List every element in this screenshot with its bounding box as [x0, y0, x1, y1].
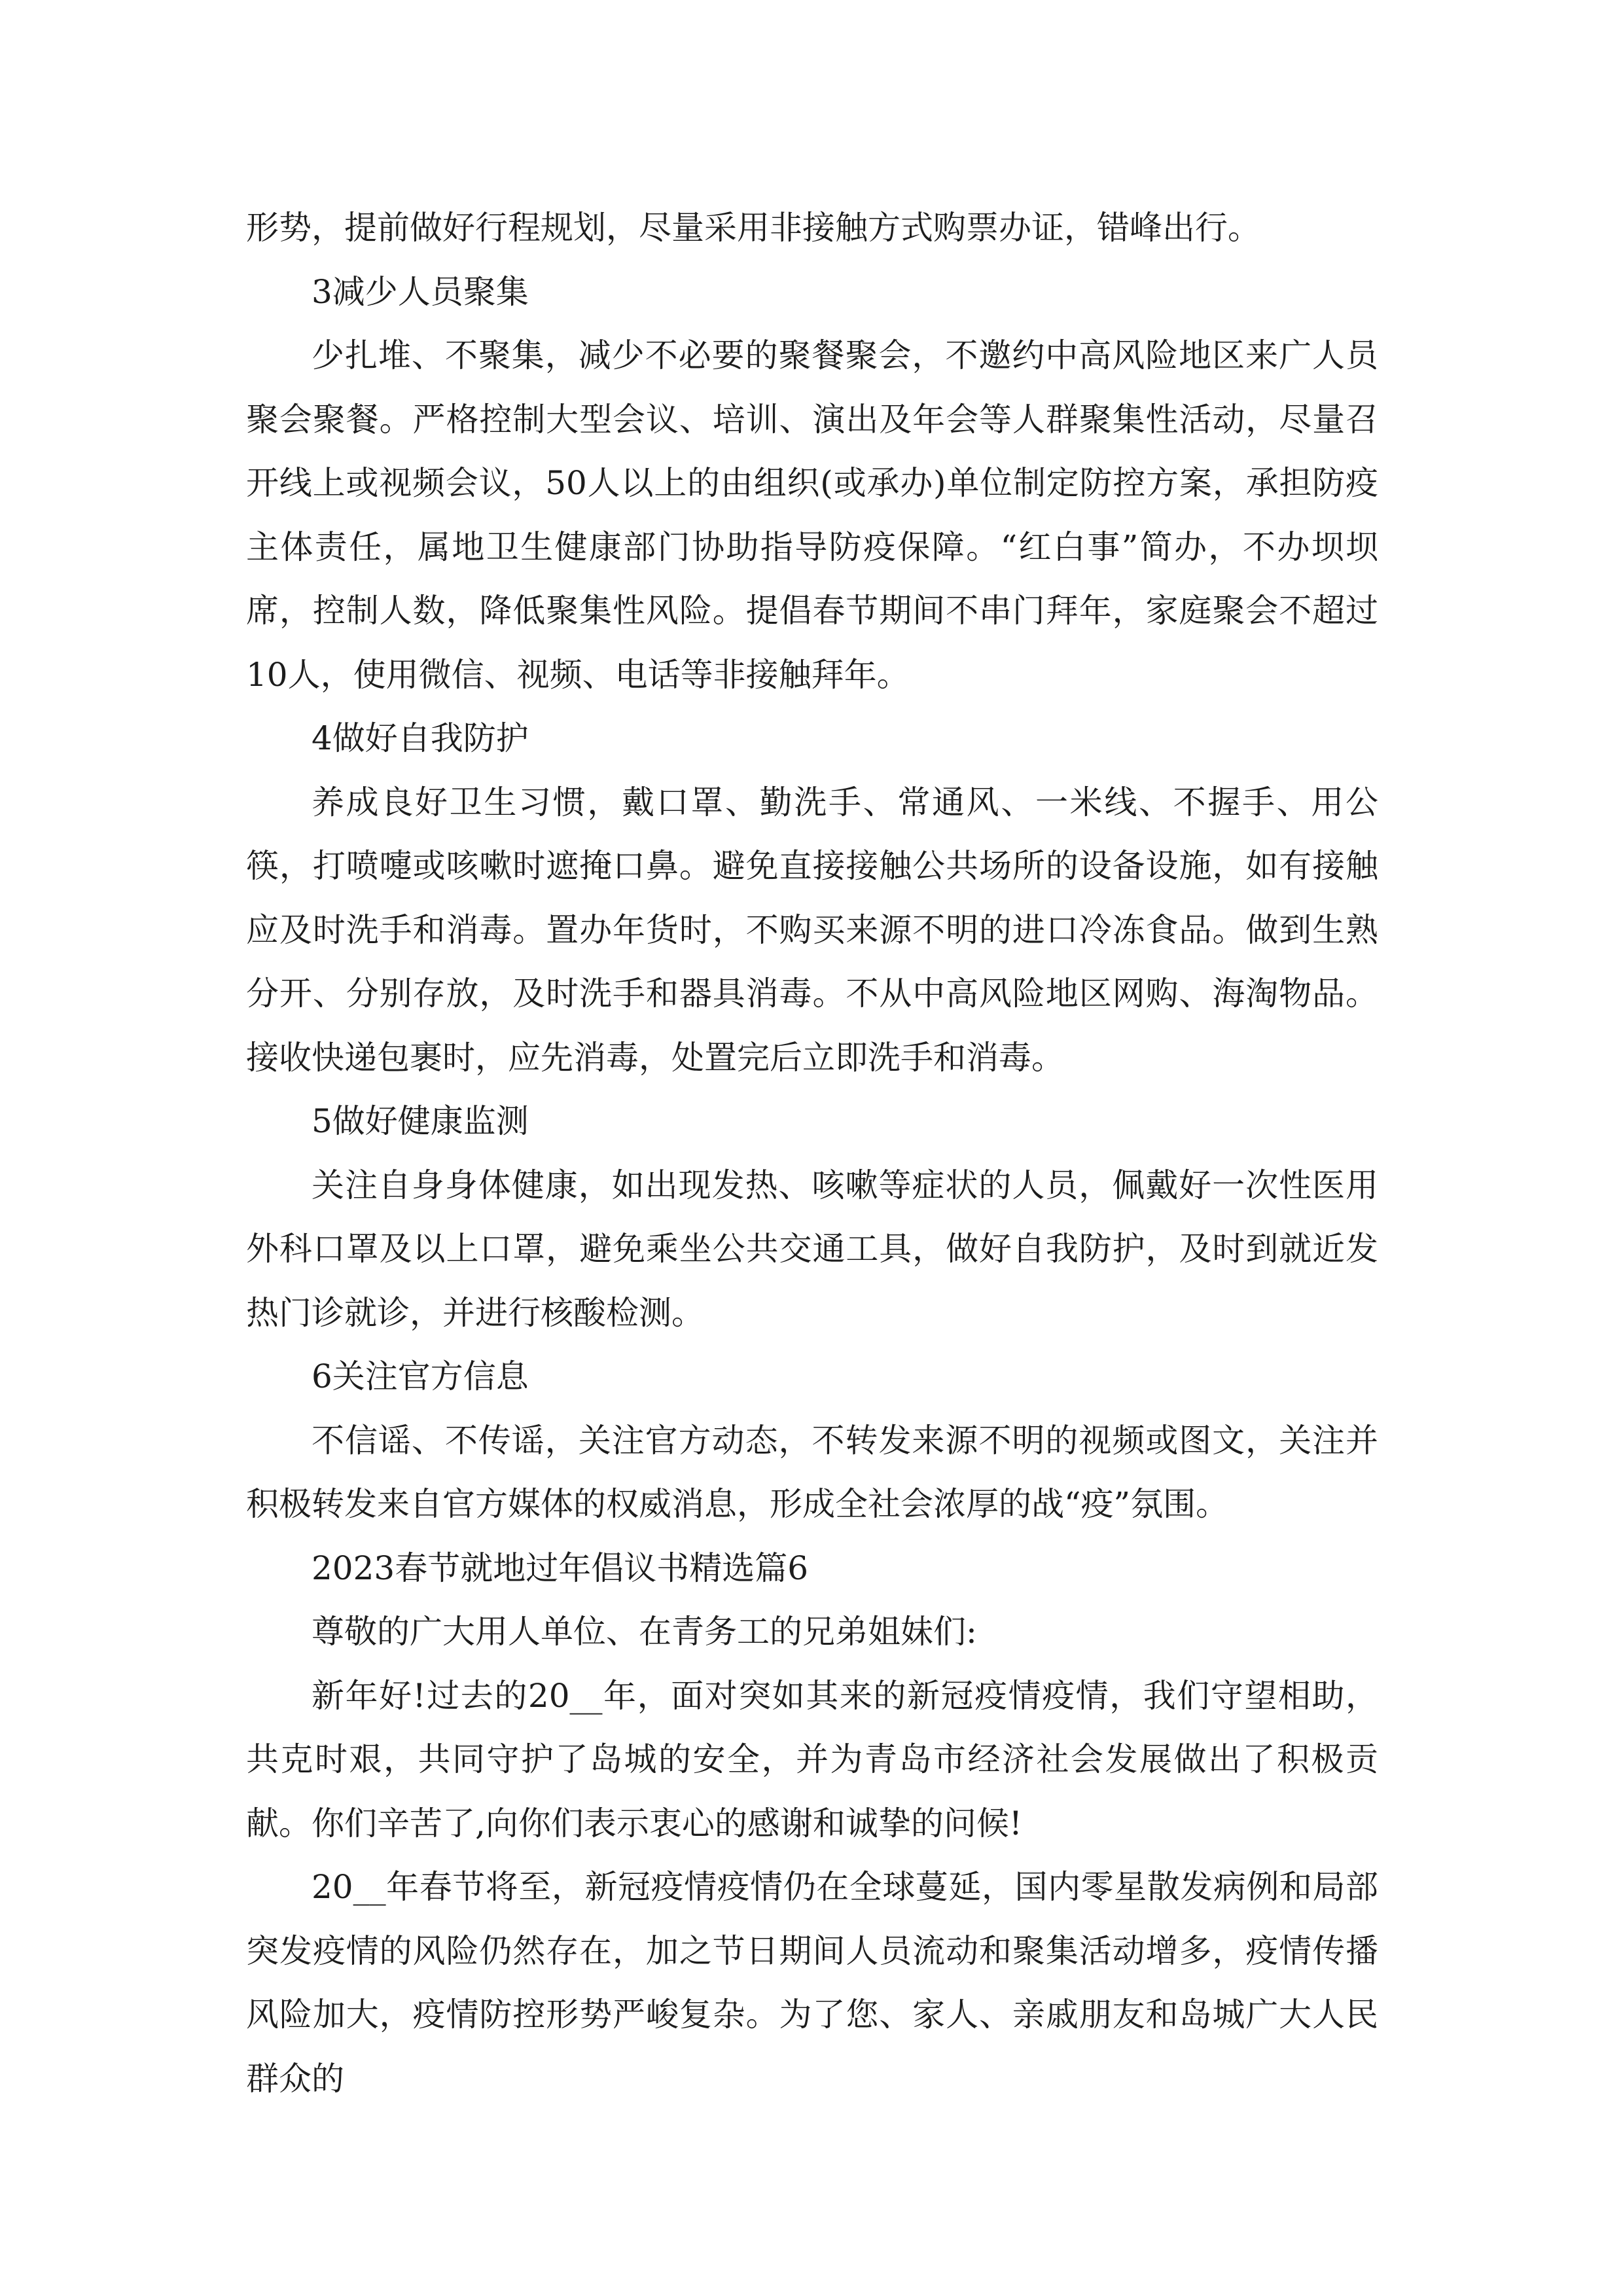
article-title: 2023春节就地过年倡议书精选篇6: [312, 1549, 809, 1587]
paragraph-self-protection: 养成良好卫生习惯，戴口罩、勤洗手、常通风、一米线、不握手、用公筷，打喷嚏或咳嗽时遮掩口鼻。避免直接接触公共场所的设备设施，如有接触应及时洗手和消毒。置办年货时，不购买来源不明的进口冷冻食品。做到生熟分开、分别存放，及时洗手和器具消毒。不从中高风险地区网购、海淘物品。接收快递包裹时，应先消毒，处置完后立即洗手和消毒。: [246, 783, 1378, 1077]
document-body: [246, 196, 1378, 2111]
section-heading-health-monitoring: 5做好健康监测: [312, 1102, 529, 1140]
paragraph-reduce-gathering: 少扎堆、不聚集，减少不必要的聚餐聚会，不邀约中高风险地区来广人员聚会聚餐。严格控制大型会议、培训、演出及年会等人群聚集性活动，尽量召开线上或视频会议，50人以上的由组织(或承办)单位制定防控方案，承担防疫主体责任，属地卫生健康部门协助指导防疫保障。“红白事”简办，不办坝坝席，控制人数，降低聚集性风险。提倡春节期间不串门拜年，家庭聚会不超过10人，使用微信、视频、电话等非接触拜年。: [246, 336, 1378, 694]
section-heading-self-protection: 4做好自我防护: [312, 719, 529, 757]
paragraph-continuation: 形势，提前做好行程规划，尽量采用非接触方式购票办证，错峰出行。: [246, 209, 1260, 247]
section-heading-official-info: 6关注官方信息: [312, 1357, 529, 1395]
paragraph-situation: 20__年春节将至，新冠疫情疫情仍在全球蔓延，国内零星散发病例和局部突发疫情的风险仍然存在，加之节日期间人员流动和聚集活动增多，疫情传播风险加大，疫情防控形势严峻复杂。为了您、家人、亲戚朋友和岛城广大人民群众的: [246, 1868, 1378, 2098]
section-heading-reduce-gathering: 3减少人员聚集: [312, 272, 529, 311]
paragraph-official-info: 不信谣、不传谣，关注官方动态，不转发来源不明的视频或图文，关注并积极转发来自官方媒体的权威消息，形成全社会浓厚的战“疫”氛围。: [246, 1421, 1378, 1523]
paragraph-health-monitoring: 关注自身身体健康，如出现发热、咳嗽等症状的人员，佩戴好一次性医用外科口罩及以上口罩，避免乘坐公共交通工具，做好自我防护，及时到就近发热门诊就诊，并进行核酸检测。: [246, 1166, 1378, 1332]
paragraph-greeting: 新年好!过去的20__年，面对突如其来的新冠疫情疫情，我们守望相助，共克时艰，共同守护了岛城的安全，并为青岛市经济社会发展做出了积极贡献。你们辛苦了,向你们表示衷心的感谢和诚挚的问候!: [246, 1676, 1378, 1842]
salutation: 尊敬的广大用人单位、在青务工的兄弟姐妹们:: [312, 1613, 977, 1651]
